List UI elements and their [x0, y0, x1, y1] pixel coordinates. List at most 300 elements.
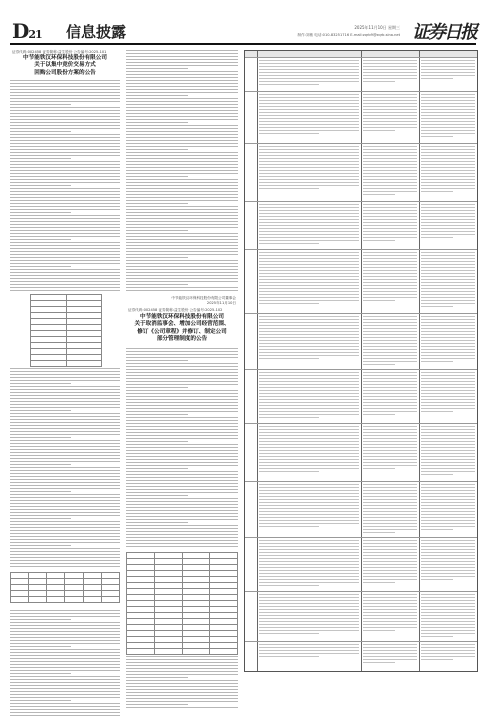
text-line [126, 387, 188, 388]
text-line [10, 215, 120, 216]
text-line [10, 557, 120, 558]
column-2 [126, 50, 238, 670]
text-line [10, 473, 120, 474]
text-line [126, 701, 238, 702]
table-cell [421, 540, 475, 582]
text-line [10, 413, 120, 414]
table-cell [259, 484, 359, 529]
text-line [126, 179, 238, 180]
text-line [126, 164, 238, 165]
text-line [126, 266, 238, 267]
text-line [10, 263, 120, 264]
text-line [10, 440, 120, 441]
text-line [10, 416, 120, 417]
text-line [10, 437, 71, 438]
text-line [126, 224, 238, 225]
text-line [10, 488, 120, 489]
text-line [10, 113, 120, 114]
text-line [126, 53, 238, 54]
text-line [10, 673, 71, 674]
text-line [10, 389, 120, 390]
text-line [126, 83, 238, 84]
text-line [126, 128, 238, 129]
text-line [126, 263, 238, 264]
table-cell [363, 316, 417, 367]
table-row-divider [245, 57, 477, 58]
text-line [126, 125, 238, 126]
table-row-divider [245, 249, 477, 250]
text-line [10, 203, 120, 204]
text-line [10, 101, 120, 102]
text-line [126, 62, 238, 63]
text-line [10, 143, 120, 144]
text-line [126, 116, 238, 117]
table-cell [363, 594, 417, 633]
header-rule [10, 43, 476, 45]
text-line [10, 110, 120, 111]
text-line [126, 474, 238, 475]
text-line [10, 443, 120, 444]
article-1-body-top [10, 80, 120, 293]
text-line [10, 500, 120, 501]
text-line [10, 700, 71, 701]
text-line [126, 408, 238, 409]
text-line [10, 161, 120, 162]
text-line [10, 649, 120, 650]
text-line [10, 89, 120, 90]
text-line [10, 260, 120, 261]
text-line [126, 438, 238, 439]
text-line [126, 152, 238, 153]
table-cell [363, 484, 417, 535]
text-line [10, 464, 71, 465]
text-line [10, 652, 120, 653]
text-line [126, 284, 188, 285]
text-line [126, 540, 238, 541]
text-line [10, 92, 120, 93]
text-line [126, 143, 238, 144]
text-line [10, 494, 120, 495]
text-line [126, 275, 238, 276]
article-1-body-bottom [10, 610, 120, 718]
article-1-table [30, 294, 102, 367]
text-line [126, 254, 238, 255]
text-line [10, 667, 120, 668]
article-1-table-2 [10, 572, 120, 603]
text-line [126, 191, 238, 192]
text-line [126, 218, 238, 219]
text-line [126, 486, 238, 487]
text-line [10, 715, 120, 716]
text-line [126, 50, 238, 51]
table-cell [363, 204, 417, 243]
text-line [126, 92, 238, 93]
text-line [10, 449, 120, 450]
text-line [126, 662, 238, 663]
text-line [126, 209, 238, 210]
articles-comparison-table [244, 50, 478, 672]
text-line [10, 275, 120, 276]
text-line [10, 248, 120, 249]
text-line [10, 272, 120, 273]
text-line [126, 450, 238, 451]
table-row-divider [245, 481, 477, 482]
text-line [10, 658, 120, 659]
text-line [126, 465, 238, 466]
text-line [126, 269, 238, 270]
text-line [10, 479, 120, 480]
text-line [10, 404, 120, 405]
text-line [126, 402, 238, 403]
text-line [10, 688, 120, 689]
text-line [126, 692, 238, 693]
table-cell [363, 372, 417, 417]
text-line [126, 665, 238, 666]
table-row-divider [245, 201, 477, 202]
text-line [10, 242, 120, 243]
article-2-body [126, 348, 238, 549]
text-line [10, 476, 120, 477]
text-line [10, 155, 120, 156]
text-line [126, 107, 238, 108]
text-line [10, 251, 120, 252]
text-line [10, 407, 120, 408]
text-line [126, 516, 238, 517]
text-line [10, 377, 120, 378]
text-line [126, 56, 238, 57]
text-line [126, 86, 238, 87]
text-line [126, 656, 238, 657]
text-line [10, 158, 71, 159]
text-line [10, 182, 120, 183]
text-line [126, 65, 238, 66]
text-line [126, 501, 238, 502]
table-cell [259, 540, 359, 588]
table-column-divider [419, 51, 420, 671]
text-line [126, 534, 238, 535]
article-2-stock-line: 证券代码:002458 证券简称:益生股份 公告编号:2025-102 [128, 308, 223, 312]
text-line [10, 107, 120, 108]
table-column-divider [257, 51, 258, 671]
table-cell [421, 146, 475, 194]
text-line [10, 197, 120, 198]
text-line [10, 664, 120, 665]
text-line [126, 510, 238, 511]
table-row-divider [245, 91, 477, 92]
table-row-divider [245, 537, 477, 538]
text-line [126, 519, 238, 520]
text-line [126, 441, 188, 442]
text-line [10, 266, 71, 267]
text-line [10, 452, 120, 453]
text-line [10, 506, 120, 507]
text-line [126, 287, 238, 288]
text-line [10, 284, 120, 285]
table-cell [421, 252, 475, 309]
text-line [10, 679, 120, 680]
article-2-headline: 中节能铁汉环保科技股份有限公司 关于取消监事会、增加公司经营范围、 修订《公司章程》并修订、制定公司 部分管理制度的公告 [134, 314, 230, 343]
text-line [126, 110, 238, 111]
text-line [126, 227, 238, 228]
article-1-body-mid [10, 368, 120, 569]
text-line [126, 417, 238, 418]
text-line [126, 432, 238, 433]
text-line [126, 498, 238, 499]
text-line [126, 119, 238, 120]
text-line [126, 200, 238, 201]
text-line [126, 260, 238, 261]
table-cell [363, 426, 417, 471]
text-line [10, 254, 120, 255]
table-cell [259, 372, 359, 420]
text-line [126, 393, 238, 394]
table-cell [421, 372, 475, 414]
text-line [126, 668, 238, 669]
text-line [126, 677, 188, 678]
text-line [10, 551, 120, 552]
text-line [126, 188, 238, 189]
table-row [127, 649, 238, 655]
table-cell [259, 60, 359, 87]
table-cell [421, 484, 475, 532]
text-line [126, 245, 238, 246]
table-cell [259, 204, 359, 246]
text-line [126, 101, 238, 102]
text-line [126, 134, 238, 135]
table-column-divider [361, 51, 362, 671]
table-cell [421, 60, 475, 81]
text-line [126, 68, 188, 69]
table-row-divider [245, 313, 477, 314]
text-line [126, 468, 188, 469]
text-line [10, 655, 120, 656]
table-cell [421, 644, 475, 662]
text-line [10, 236, 120, 237]
table-cell [259, 316, 359, 361]
table-row [11, 597, 120, 603]
text-line [10, 625, 120, 626]
text-line [126, 167, 238, 168]
text-line [10, 461, 120, 462]
text-line [10, 455, 120, 456]
text-line [126, 248, 238, 249]
text-line [10, 269, 120, 270]
table-cell [259, 252, 359, 306]
text-line [126, 161, 238, 162]
text-line [10, 428, 120, 429]
text-line [10, 643, 120, 644]
text-line [10, 104, 71, 105]
text-line [126, 659, 238, 660]
text-line [10, 230, 120, 231]
text-line [10, 398, 120, 399]
text-line [10, 395, 120, 396]
text-line [10, 164, 120, 165]
text-line [10, 512, 120, 513]
text-line [10, 287, 120, 288]
text-line [10, 239, 71, 240]
text-line [126, 459, 238, 460]
text-line [10, 179, 120, 180]
table-cell [421, 594, 475, 639]
text-line [10, 290, 120, 291]
text-line [126, 423, 238, 424]
text-line [10, 613, 120, 614]
text-line [10, 425, 120, 426]
text-line [126, 537, 238, 538]
text-line [126, 686, 238, 687]
text-line [10, 401, 120, 402]
text-line [10, 95, 120, 96]
text-line [10, 212, 71, 213]
text-line [10, 224, 120, 225]
table-cell [259, 94, 359, 136]
table-cell [363, 146, 417, 197]
table-row-divider [245, 641, 477, 642]
text-line [10, 527, 120, 528]
text-line [10, 616, 120, 617]
text-line [126, 158, 238, 159]
text-line [126, 155, 238, 156]
text-line [10, 566, 120, 567]
article-1-headline: 中节能铁汉环保科技股份有限公司 关于以集中竞价交易方式 回购公司股份方案的公告 [23, 55, 107, 76]
table-cell [421, 204, 475, 240]
text-line [10, 368, 120, 369]
text-line [126, 366, 238, 367]
newspaper-masthead-logo: 证券日报 [412, 22, 476, 43]
text-line [126, 176, 188, 177]
text-line [10, 467, 120, 468]
text-line [126, 236, 238, 237]
table-row [31, 361, 102, 367]
text-line [10, 125, 120, 126]
text-line [10, 470, 120, 471]
article-1-signature: 中节能铁汉环保科技股份有限公司董事会 2025年11月10日 [171, 296, 236, 305]
text-line [10, 560, 120, 561]
text-line [126, 206, 238, 207]
text-line [126, 113, 238, 114]
text-line [126, 363, 238, 364]
text-line [10, 682, 120, 683]
text-line [126, 704, 188, 705]
table-row-divider [245, 591, 477, 592]
text-line [10, 676, 120, 677]
text-line [10, 691, 120, 692]
text-line [126, 396, 238, 397]
text-line [10, 610, 120, 611]
text-line [126, 513, 238, 514]
text-line [10, 503, 120, 504]
text-line [126, 411, 238, 412]
text-line [126, 444, 238, 445]
text-line [126, 89, 238, 90]
table-cell [259, 426, 359, 474]
text-line [10, 221, 120, 222]
text-line [126, 372, 238, 373]
text-line [126, 483, 238, 484]
text-line [10, 458, 120, 459]
text-line [10, 233, 120, 234]
text-line [10, 86, 120, 87]
table-cell [363, 252, 417, 303]
text-line [10, 419, 120, 420]
text-line [10, 152, 120, 153]
text-line [10, 422, 120, 423]
text-line [10, 709, 120, 710]
text-line [126, 507, 238, 508]
table-cell [363, 60, 417, 84]
article-1-stock-line: 证券代码:002458 证券简称:益生股份 公告编号:2025-101 [12, 50, 107, 54]
text-line [10, 116, 120, 117]
text-line [10, 434, 120, 435]
section-title: 信息披露 [66, 23, 127, 41]
text-line [126, 59, 238, 60]
text-line [10, 374, 120, 375]
text-line [126, 348, 238, 349]
text-line [126, 522, 188, 523]
text-line [10, 533, 120, 534]
text-line [10, 446, 120, 447]
text-line [10, 188, 120, 189]
text-line [10, 685, 120, 686]
text-line [10, 131, 71, 132]
text-line [10, 706, 120, 707]
text-line [126, 680, 238, 681]
text-line [126, 360, 188, 361]
text-line [126, 420, 238, 421]
text-line [10, 209, 120, 210]
text-line [10, 140, 120, 141]
text-line [126, 95, 188, 96]
text-line [10, 83, 120, 84]
table-row-divider [245, 423, 477, 424]
text-line [10, 371, 120, 372]
text-line [126, 173, 238, 174]
text-line [10, 548, 120, 549]
text-line [10, 509, 120, 510]
text-line [126, 354, 238, 355]
table-cell [421, 426, 475, 477]
text-line [126, 462, 238, 463]
text-line [126, 477, 238, 478]
text-line [126, 140, 238, 141]
text-line [126, 197, 238, 198]
text-line [10, 410, 71, 411]
text-line [126, 695, 238, 696]
text-line [10, 149, 120, 150]
text-line [126, 707, 238, 708]
text-line [126, 381, 238, 382]
text-line [126, 146, 238, 147]
text-line [10, 670, 120, 671]
table-cell [363, 644, 417, 665]
text-line [10, 697, 120, 698]
text-line [10, 134, 120, 135]
text-line [126, 480, 238, 481]
text-line [126, 122, 188, 123]
text-line [10, 170, 120, 171]
text-line [126, 221, 238, 222]
text-line [126, 203, 188, 204]
text-line [10, 176, 120, 177]
text-line [126, 384, 238, 385]
text-line [10, 530, 120, 531]
text-line [10, 206, 120, 207]
text-line [10, 524, 120, 525]
text-line [10, 98, 120, 99]
text-line [126, 435, 238, 436]
text-line [10, 173, 120, 174]
